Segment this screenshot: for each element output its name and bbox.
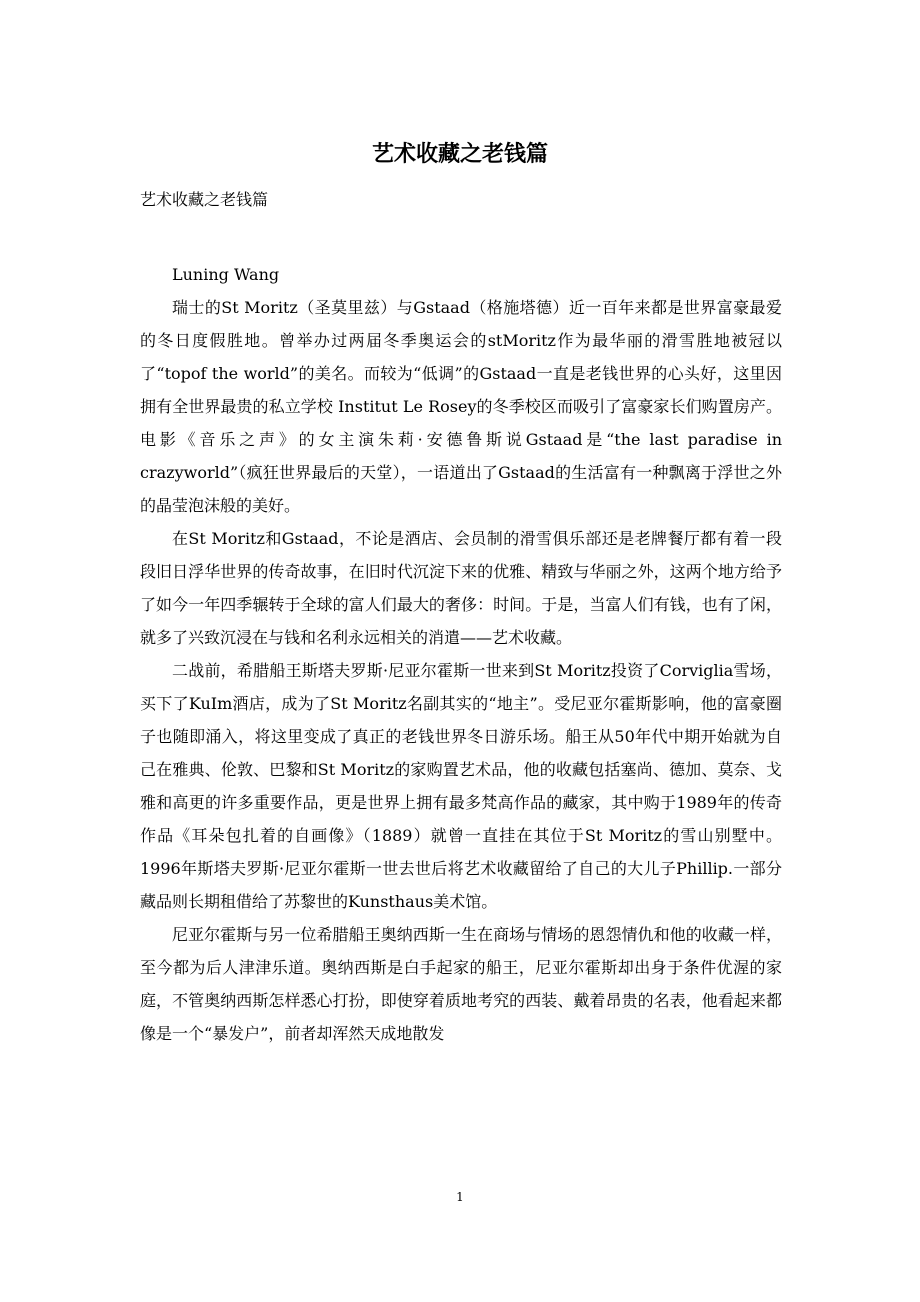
document-subtitle: 艺术收藏之老钱篇 xyxy=(140,190,269,209)
paragraph: 在St Moritz和Gstaad，不论是酒店、会员制的滑雪俱乐部还是老牌餐厅都有着一段段旧日浮华世界的传奇故事，在旧时代沉淀下来的优雅、精致与华丽之外，这两个地方给予了如今一年四季辗转于全球的富人们最大的奢侈：时间。于是，当富人们有钱，也有了闲，就多了兴致沉浸在与钱和名利永远相关的消遣——艺术收藏。 xyxy=(140,529,782,647)
author-line: Luning Wang xyxy=(172,265,280,284)
document-body xyxy=(140,258,782,1050)
page-number: 1 xyxy=(456,1190,464,1204)
paragraph: 二战前，希腊船王斯塔夫罗斯·尼亚尔霍斯一世来到St Moritz投资了Corviglia雪场，买下了KuIm酒店，成为了St Moritz名副其实的“地主”。受尼亚尔霍斯影响，他的富豪圈子也随即涌入，将这里变成了真正的老钱世界冬日游乐场。船王从50年代中期开始就为自己在雅典、伦敦、巴黎和St Moritz的家购置艺术品，他的收藏包括塞尚、德加、莫奈、戈雅和高更的许多重要作品，更是世界上拥有最多梵高作品的藏家，其中购于1989年的传奇作品《耳朵包扎着的自画像》（1889）就曾一直挂在其位于St Moritz的雪山别墅中。1996年斯塔夫罗斯·尼亚尔霍斯一世去世后将艺术收藏留给了自己的大儿子Phillip.一部分藏品则长期租借给了苏黎世的Kunsthaus美术馆。 xyxy=(140,661,782,911)
document-title: 艺术收藏之老钱篇 xyxy=(371,141,548,167)
paragraph: 尼亚尔霍斯与另一位希腊船王奥纳西斯一生在商场与情场的恩怨情仇和他的收藏一样，至今都为后人津津乐道。奥纳西斯是白手起家的船王，尼亚尔霍斯却出身于条件优渥的家庭，不管奥纳西斯怎样悉心打扮，即使穿着质地考究的西装、戴着昂贵的名表，他看起来都像是一个“暴发户”，前者却浑然天成地散发 xyxy=(140,925,782,1043)
paragraph: 瑞士的St Moritz（圣莫里兹）与Gstaad（格施塔德）近一百年来都是世界富豪最爱的冬日度假胜地。曾举办过两届冬季奥运会的stMoritz作为最华丽的滑雪胜地被冠以了“topof the world”的美名。而较为“低调”的Gstaad一直是老钱世界的心头好，这里因拥有全世界最贵的私立学校 Institut Le Rosey的冬季校区而吸引了富豪家长们购置房产。电影《音乐之声》的女主演朱莉·安德鲁斯说Gstaad是“the last paradise in crazyworld”（疯狂世界最后的天堂），一语道出了Gstaad的生活富有一种飘离于浮世之外的晶莹泡沫般的美好。 xyxy=(140,298,782,515)
